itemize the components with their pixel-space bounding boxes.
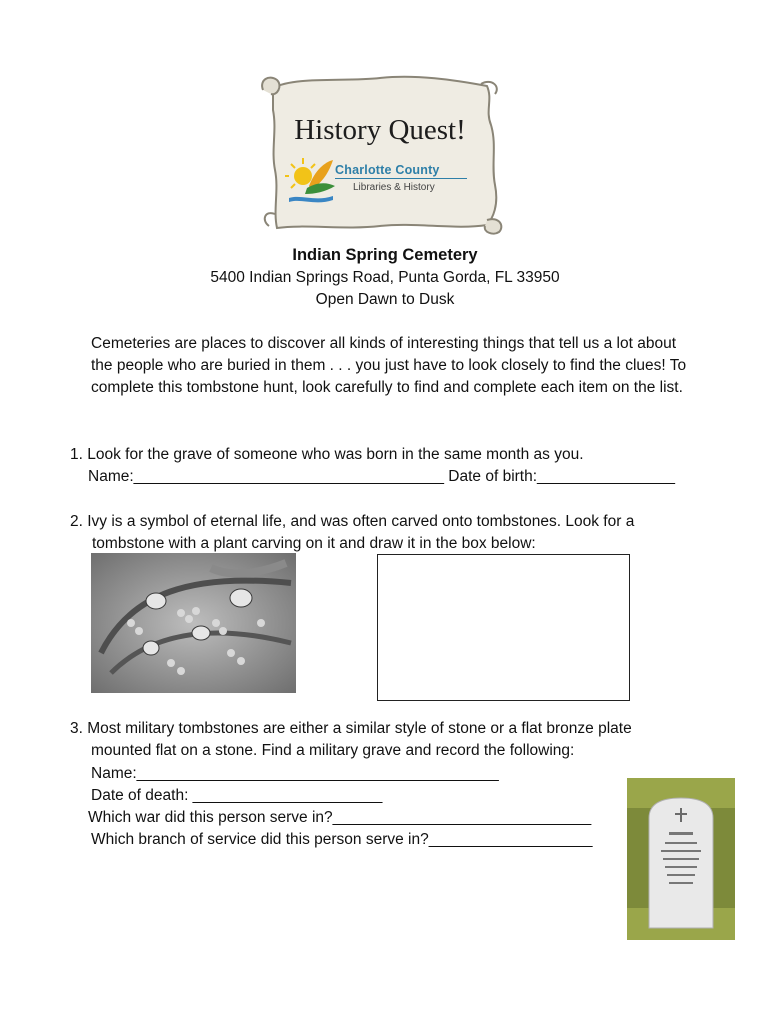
military-tombstone-photo [627,778,735,940]
site-name: Indian Spring Cemetery [292,246,478,264]
ivy-carving-photo [91,553,296,693]
item-2-prompt: 2. Ivy is a symbol of eternal life, and was often carved onto tombstones. Look for a [70,513,635,530]
item-1-prompt: 1. Look for the grave of someone who was born in the same month as you. [70,446,584,463]
item-1-fields[interactable]: Name:____________________________________ Date of birth:________________ [88,468,675,485]
logo-title: History Quest! [294,114,466,146]
intro-paragraph: Cemeteries are places to discover all kinds of interesting things that tell us a lot about the people who are buried in them . . . you just have to look closely to find the clues! To complete this tombstone hunt, look carefully to find and complete each item on the list. [91,335,687,396]
service-branch-field[interactable]: Which branch of service did this person serve in?___________________ [91,831,593,848]
drawing-box[interactable] [377,554,630,701]
war-served-field[interactable]: Which war did this person serve in?______________________________ [88,809,592,826]
site-address: 5400 Indian Springs Road, Punta Gorda, FL 33950 [210,269,560,286]
history-quest-logo [255,70,505,235]
item-3-prompt: 3. Most military tombstones are either a similar style of stone or a flat bronze plate [70,720,632,737]
military-name-field[interactable]: Name:__________________________________________ [91,765,499,782]
logo-divider [335,178,467,179]
site-hours: Open Dawn to Dusk [315,291,455,308]
parchment-scroll-icon [255,70,505,235]
date-of-death-field[interactable]: Date of death: ______________________ [91,787,383,804]
sun-corn-icon [285,156,337,206]
logo-org-sub: Libraries & History [353,182,435,193]
item-3-prompt-cont: mounted flat on a stone. Find a military grave and record the following: [91,742,575,759]
logo-org-name: Charlotte County [335,163,440,177]
item-2-prompt-cont: tombstone with a plant carving on it and draw it in the box below: [92,535,536,552]
